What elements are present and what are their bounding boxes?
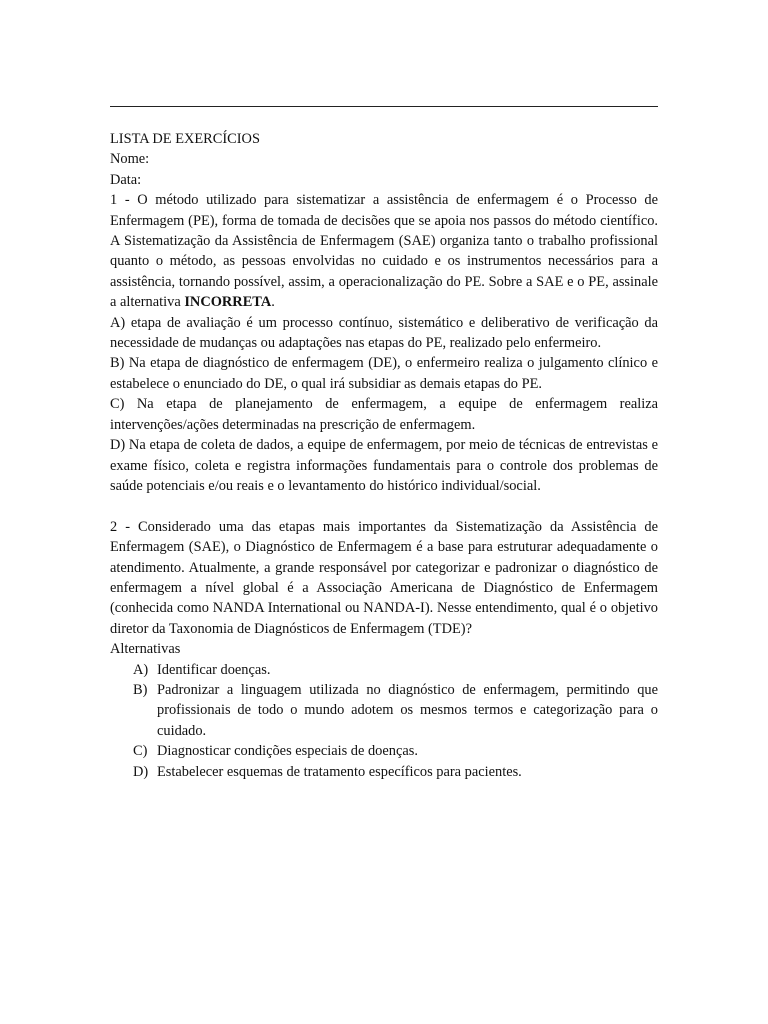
option-text: Padronizar a linguagem utilizada no diagnóstico de enfermagem, permitindo que profissionais de todo o mundo adotem os mesmos termos e categorização para o cuidado. (157, 681, 658, 739)
question-2-option-c (110, 741, 658, 761)
option-letter: B) (133, 681, 148, 698)
question-1-stem (110, 190, 658, 312)
option-text: Identificar doenças. (157, 661, 271, 678)
question-2-option-d (110, 762, 658, 782)
date-field-label: Data: (110, 171, 142, 188)
question-1 (110, 190, 658, 496)
question-2 (110, 517, 658, 782)
question-1-option-a: A) etapa de avaliação é um processo contínuo, sistemático e deliberativo de verificação da necessidade de mudanças ou adaptações nas etapas do PE, realizado pelo enfermeiro. (110, 314, 658, 352)
question-1-option-d: D) Na etapa de coleta de dados, a equipe de enfermagem, por meio de técnicas de entrevistas e exame físico, coleta e registra informações fundamentais para o controle dos problemas de saúde potenciais e/ou reais e o levantamento do histórico individual/social. (110, 437, 658, 494)
document-title: LISTA DE EXERCÍCIOS (110, 131, 260, 147)
option-letter: C) (133, 743, 148, 760)
question-2-alternatives (110, 660, 658, 782)
name-field-label: Nome: (110, 151, 150, 168)
document-body (110, 129, 658, 782)
question-2-option-b (110, 680, 658, 741)
question-2-stem: 2 - Considerado uma das etapas mais importantes da Sistematização da Assistência de Enfermagem (SAE), o Diagnóstico de Enfermagem é a base para estruturar adequadamente o atendimento. Atualmente, a grande responsável por categorizar e padronizar o diagnóstico de enfermagem a nível global é a Associação Americana de Diagnóstico de Enfermagem (conhecida como NANDA International ou NANDA-I). Nesse entendimento, qual é o objetivo diretor da Taxonomia de Diagnósticos de Enfermagem (TDE)? (110, 518, 658, 637)
question-1-period: . (271, 294, 275, 311)
option-letter: D) (133, 763, 149, 780)
alternatives-label: Alternativas (110, 641, 181, 658)
question-1-option-b: B) Na etapa de diagnóstico de enfermagem (DE), o enfermeiro realiza o julgamento clínico e estabelece o enunciado do DE, o qual irá subsidiar as demais etapas do PE. (110, 355, 658, 392)
option-text: Diagnosticar condições especiais de doenças. (157, 743, 418, 760)
question-1-text: 1 - O método utilizado para sistematizar a assistência de enfermagem é o Processo de Enfermagem (PE), forma de tomada de decisões que se apoia nos passos do método científico. A Sistematização da Assistência de Enfermagem (SAE) organiza tanto o trabalho profissional quanto o método, as pessoas envolvidas no cuidado e os instrumentos necessários para a assistência, tornando possível, assim, a operacionalização do PE. Sobre a SAE e o PE, assinale a alternativa (110, 192, 658, 311)
question-1-emphasis: INCORRETA (184, 294, 272, 311)
question-1-option-c: C) Na etapa de planejamento de enfermagem, a equipe de enfermagem realiza intervenções/ações determinadas na prescrição de enfermagem. (110, 396, 658, 433)
question-2-option-a (110, 660, 658, 680)
option-letter: A) (133, 661, 149, 678)
option-text: Estabelecer esquemas de tratamento específicos para pacientes. (157, 763, 522, 780)
header-rule (110, 106, 658, 107)
spacer (110, 496, 658, 516)
